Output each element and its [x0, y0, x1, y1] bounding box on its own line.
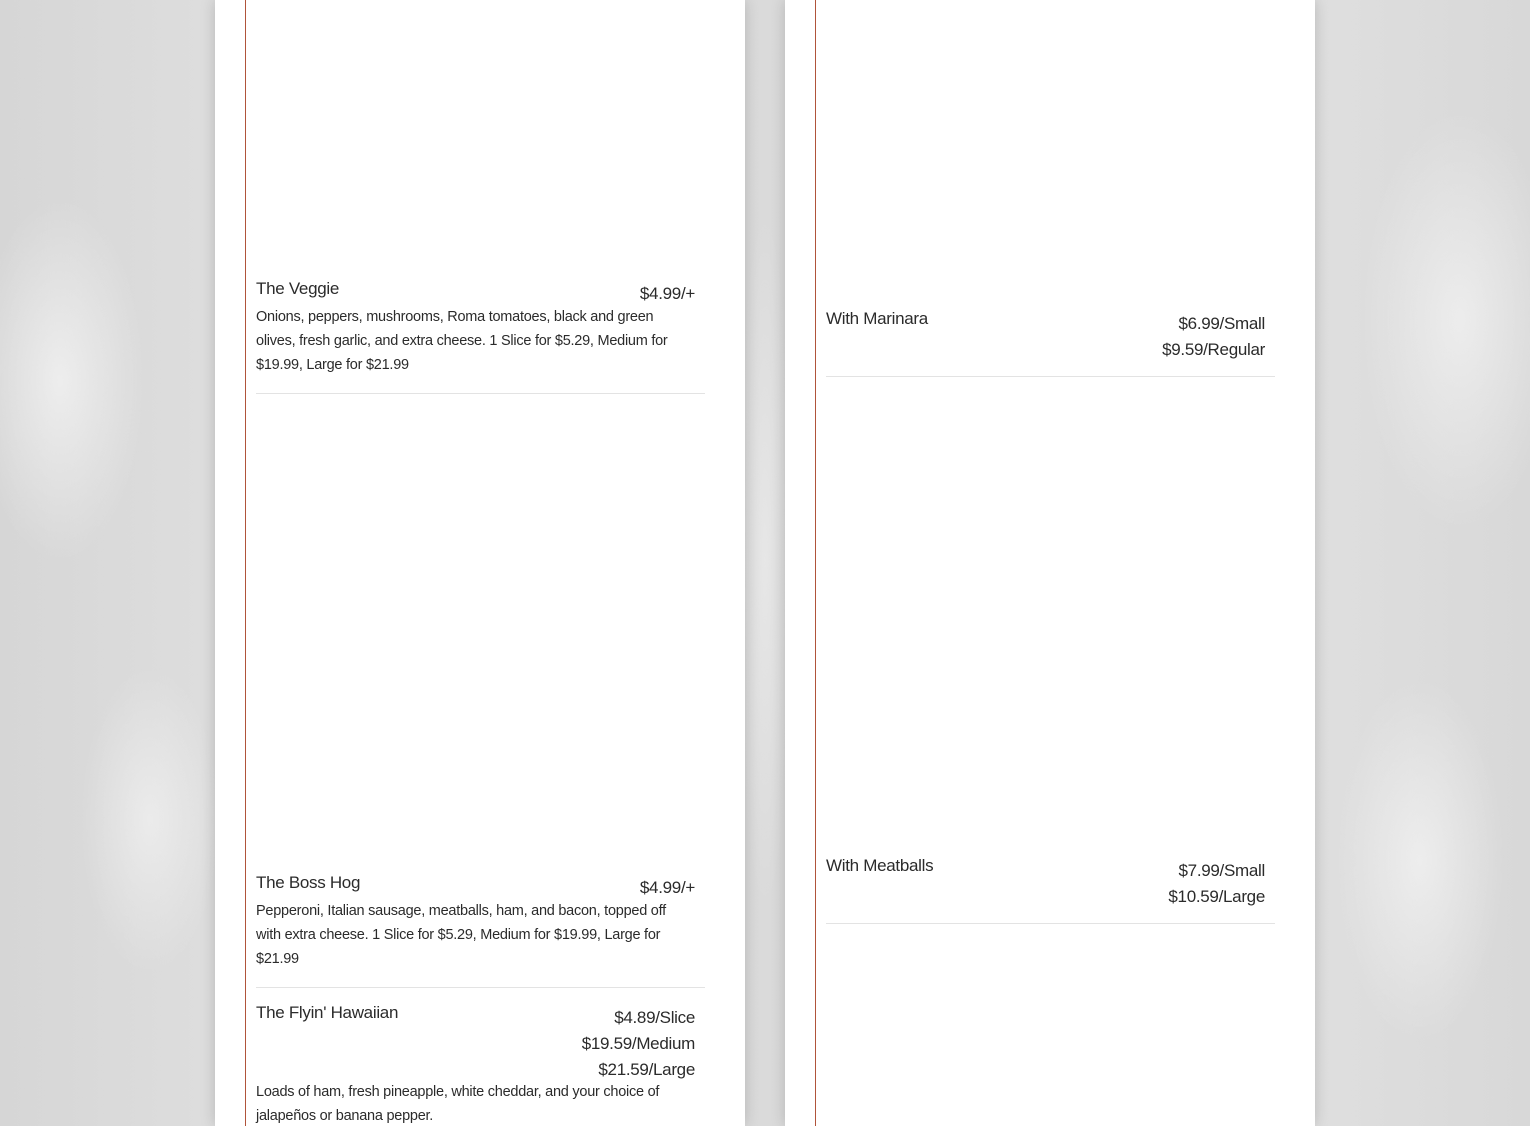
- price-line-regular: $9.59/Regular: [1162, 340, 1265, 359]
- item-divider: [256, 987, 705, 988]
- menu-item-name: With Marinara: [826, 309, 928, 328]
- menu-item-description: Pepperoni, Italian sausage, meatballs, ham, and bacon, topped off with extra cheese. 1 Slice for $5.29, Medium for $19.99, Large for $21.99: [256, 903, 666, 967]
- menu-item-price: [1162, 311, 1265, 363]
- menu-item-description: Loads of ham, fresh pineapple, white cheddar, and your choice of jalapeños or banana pepper.: [256, 1084, 660, 1124]
- price-line-large: $21.59/Large: [598, 1060, 695, 1079]
- menu-item-price: [1168, 858, 1265, 910]
- menu-item-name: With Meatballs: [826, 856, 934, 875]
- menu-item-price: [582, 1005, 695, 1083]
- menu-item-price: [640, 281, 695, 307]
- item-divider: [826, 376, 1275, 377]
- price-line-medium: $19.59/Medium: [581, 1034, 695, 1053]
- price-line-large: $10.59/Large: [1168, 887, 1265, 906]
- item-divider: [256, 393, 705, 394]
- menu-item-name: The Flyin' Hawaiian: [256, 1003, 399, 1022]
- menu-item-description: Onions, peppers, mushrooms, Roma tomatoes, black and green olives, fresh garlic, and extra cheese. 1 Slice for $5.29, Medium for $19.99, Large for $21.99: [256, 309, 668, 373]
- price-line-small: $7.99/Small: [1178, 861, 1265, 880]
- accent-line: [815, 0, 816, 1126]
- price-line-small: $6.99/Small: [1178, 314, 1265, 333]
- price-line: $4.99/+: [639, 878, 695, 897]
- accent-line: [245, 0, 246, 1126]
- price-line-slice: $4.89/Slice: [614, 1008, 695, 1027]
- menu-item-price: [640, 875, 695, 901]
- menu-panel-right: [785, 0, 1315, 1126]
- price-line: $4.99/+: [639, 284, 695, 303]
- item-divider: [826, 923, 1275, 924]
- menu-item-name: The Veggie: [256, 279, 340, 298]
- menu-item-name: The Boss Hog: [256, 873, 361, 892]
- menu-panel-left: [215, 0, 745, 1126]
